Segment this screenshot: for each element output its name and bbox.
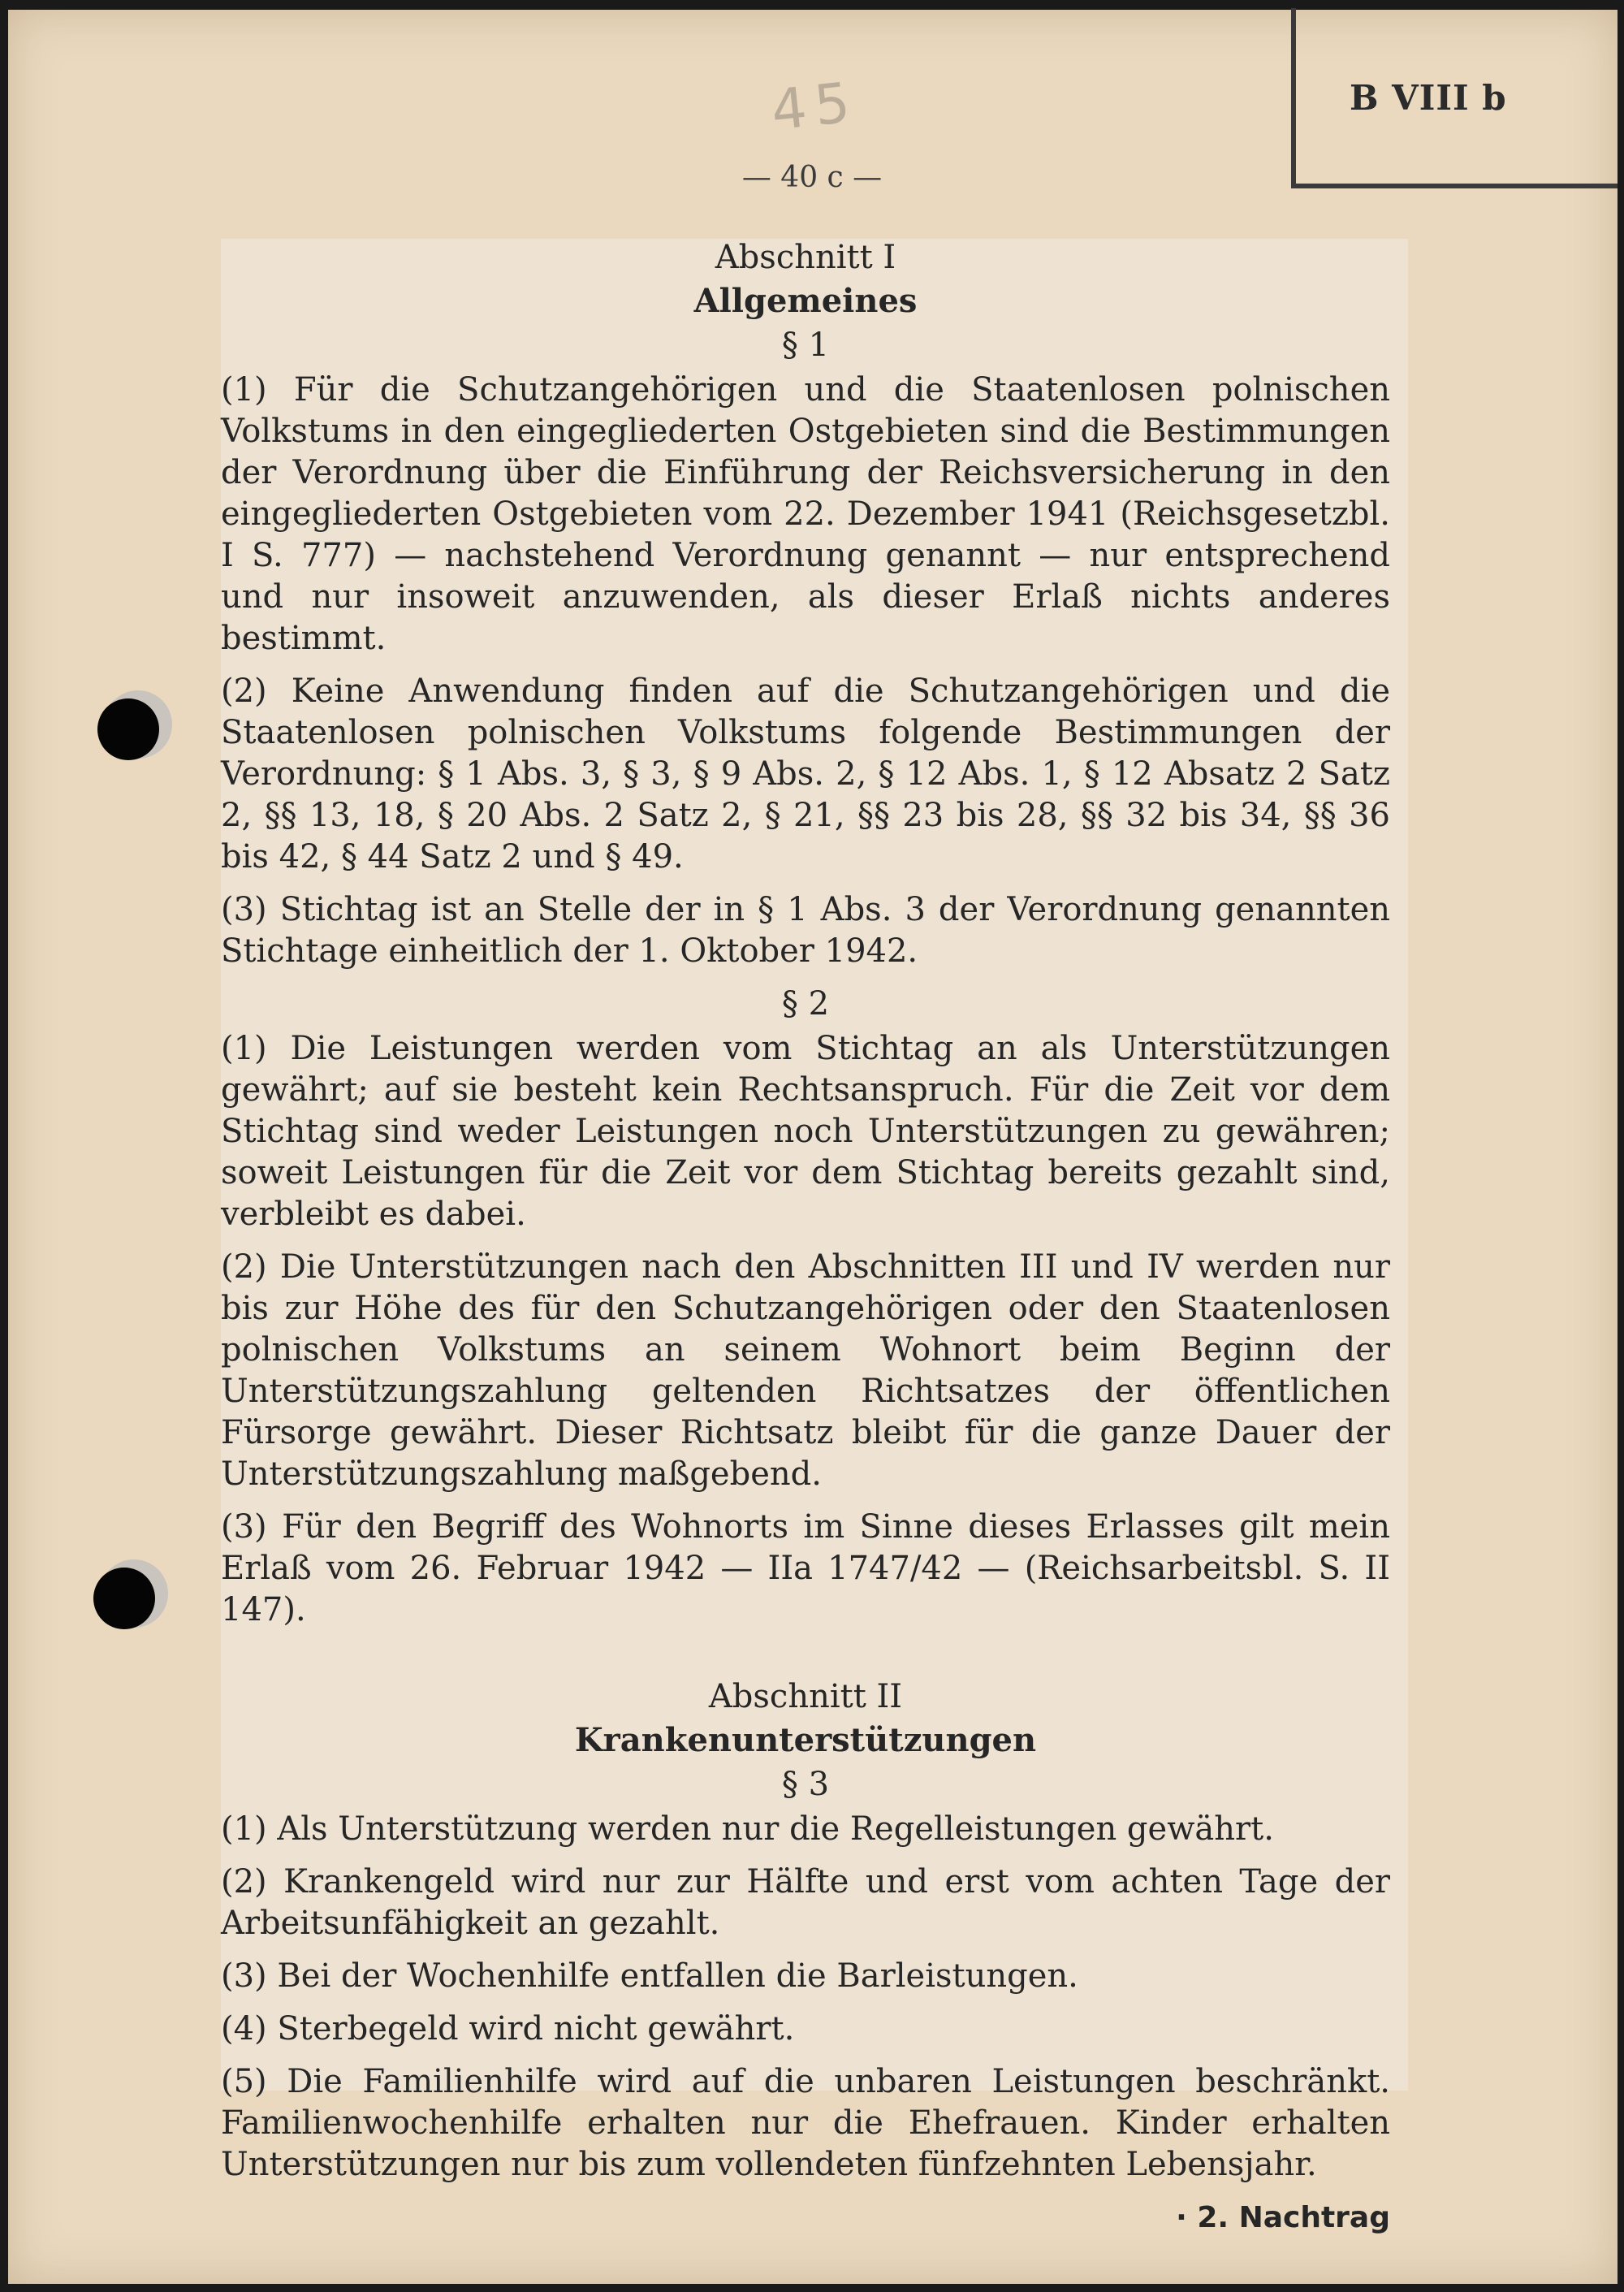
paragraph-sign: § 2 — [781, 985, 830, 1023]
clause: (1) Für die Schutzangehörigen und die Staatenlosen polnischen Volkstums in den eingegliederten Ostgebieten sind die Bestimmungen der Verordnung über die Einführung der Reichsversicherung in den eingegliederten Ostgebieten vom 22. Dezember 1941 (Reichsgesetzbl. I S. 777) — nachstehend Verordnung genannt — nur entsprechend und nur insoweit anzuwenden, als dieser Erlaß nichts anderes bestimmt. — [221, 371, 1390, 657]
clause: (3) Bei der Wochenhilfe entfallen die Barleistungen. — [221, 1957, 1078, 1995]
page-number: — 40 c — — [741, 161, 883, 194]
document-body — [221, 237, 1390, 2238]
supplement-note: · 2. Nachtrag — [1176, 2201, 1390, 2234]
archive-stamp-label: B VIII b — [1350, 78, 1507, 118]
section-title: Abschnitt II — [708, 1678, 903, 1715]
clause: (1) Die Leistungen werden vom Stichtag an als Unterstützungen gewährt; auf sie besteht kein Rechtsanspruch. Für die Zeit vor dem Stichtag sind weder Leistungen noch Unterstützungen zu gewähren; soweit Leistungen für die Zeit vor dem Stichtag bereits gezahlt sind, verbleibt es dabei. — [221, 1030, 1390, 1233]
clause: (2) Die Unterstützungen nach den Abschnitten III und IV werden nur bis zur Höhe des für den Schutzangehörigen oder den Staatenlosen polnischen Volkstums an seinem Wohnort beim Beginn der Unterstützungszahlung geltenden Richtsatzes der öffentlichen Fürsorge gewährt. Dieser Richtsatz bleibt für die ganze Dauer der Unterstützungszahlung maßgebend. — [221, 1248, 1390, 1493]
clause: (1) Als Unterstützung werden nur die Regelleistungen gewährt. — [221, 1810, 1274, 1848]
clause: (2) Keine Anwendung finden auf die Schutzangehörigen und die Staatenlosen polnischen Volkstums folgende Bestimmungen der Verordnung: § 1 Abs. 3, § 3, § 9 Abs. 2, § 12 Abs. 1, § 12 Absatz 2 Satz 2, §§ 13, 18, § 20 Abs. 2 Satz 2, § 21, §§ 23 bis 28, §§ 32 bis 34, §§ 36 bis 42, § 44 Satz 2 und § 49. — [221, 672, 1390, 876]
punch-hole-top — [97, 698, 159, 760]
pencil-annotation: 45 — [768, 70, 862, 144]
clause: (4) Sterbegeld wird nicht gewährt. — [221, 2010, 795, 2048]
clause: (3) Stichtag ist an Stelle der in § 1 Abs. 3 der Verordnung genannten Stichtage einheitlich der 1. Oktober 1942. — [221, 891, 1390, 970]
clause: (3) Für den Begriff des Wohnorts im Sinne dieses Erlasses gilt mein Erlaß vom 26. Februar 1942 — IIa 1747/42 — (Reichsarbeitsbl. S. II 147). — [221, 1508, 1390, 1628]
punch-hole-bottom — [93, 1568, 155, 1629]
paragraph-sign: § 3 — [781, 1766, 830, 1803]
section-heading: Allgemeines — [693, 282, 918, 320]
paragraph-sign: § 1 — [781, 327, 830, 364]
section-title: Abschnitt I — [715, 239, 896, 276]
clause: (5) Die Familienhilfe wird auf die unbaren Leistungen beschränkt. Familienwochenhilfe erhalten nur die Ehefrauen. Kinder erhalten Unterstützungen nur bis zum vollendeten fünfzehnten Lebensjahr. — [221, 2063, 1390, 2183]
section-heading: Krankenunterstützungen — [574, 1721, 1037, 1759]
clause: (2) Krankengeld wird nur zur Hälfte und erst vom achten Tage der Arbeitsunfähigkeit an gezahlt. — [221, 1863, 1390, 1942]
